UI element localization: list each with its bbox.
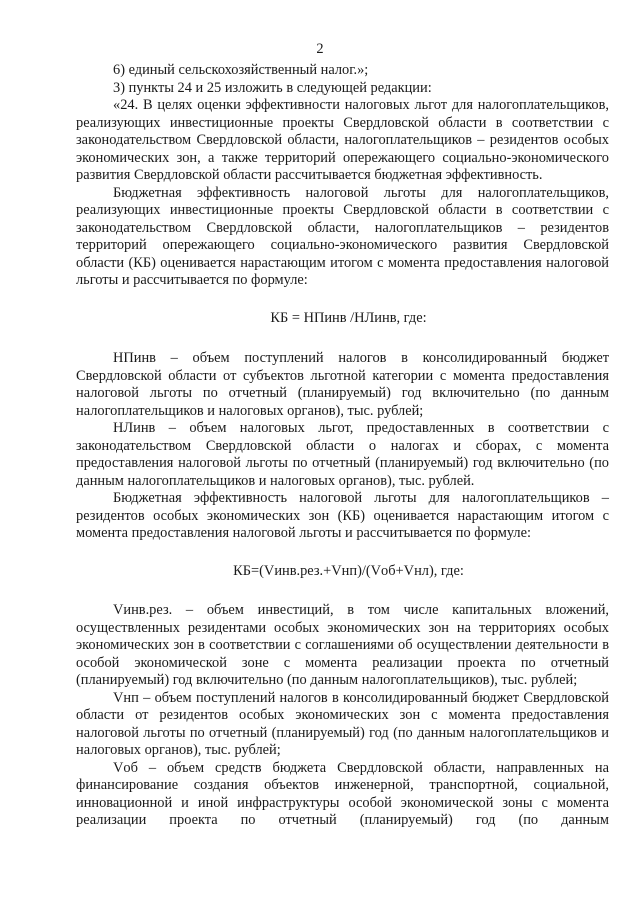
definition-nlinv: НЛинв – объем налоговых льгот, предоставленных в соответствии с законодательством Свердловской области о налогах и сборах, с момента предоставления налоговой льготы по отчетный (планируемый) год включительно (по данным налогоплательщиков и налоговых органов), тыс. рублей. <box>76 420 609 489</box>
definition-vnp: Vнп – объем поступлений налогов в консолидированный бюджет Свердловской области от резидентов особых экономических зон с момента предоставления налоговой льготы по отчетный (планируемый) год (по данным налогоплательщиков и налоговых органов), тыс. рублей; <box>76 689 609 758</box>
item-3-line: 3) пункты 24 и 25 изложить в следующей редакции: <box>113 79 432 96</box>
document-body <box>76 62 609 830</box>
definition-npinv: НПинв – объем поступлений налогов в консолидированный бюджет Свердловской области от субъектов льготной категории с момента предоставления налоговой льготы по отчетный (планируемый) год включительно (по данным налогоплательщиков и налоговых органов), тыс. рублей; <box>76 350 609 419</box>
paragraph-budget-efficiency-sez: Бюджетная эффективность налоговой льготы для налогоплательщиков – резидентов особых экономических зон (КБ) оценивается нарастающим итогом с момента предоставления налоговой льготы и рассчитывается по формуле: <box>76 490 609 541</box>
formula-kb-sez: КБ=(Vинв.рез.+Vнп)/(Vоб+Vнл), где: <box>233 562 464 579</box>
item-6-line: 6) единый сельскохозяйственный налог.»; <box>113 62 369 78</box>
definition-vinv-rez: Vинв.рез. – объем инвестиций, в том числе капитальных вложений, осуществленных резидентами особых экономических зон на территориях особых экономических зон в соответствии с соглашениями об осуществлении деятельности в особой экономической зоне с момента реализации проекта по отчетный (планируемый) год включительно (по данным налогоплательщиков), тыс. рублей; <box>76 602 609 688</box>
paragraph-budget-efficiency-investors: Бюджетная эффективность налоговой льготы для налогоплательщиков, реализующих инвестиционные проекты Свердловской области в соответствии с законодательством Свердловской области, налогоплательщиков – резидентов территорий опережающего социально-экономического развития Свердловской области (КБ) оценивается нарастающим итогом с момента предоставления налоговой льготы и рассчитывается по формуле: <box>76 184 609 288</box>
definition-vob: Vоб – объем средств бюджета Свердловской области, направленных на финансирование создания объектов инженерной, транспортной, социальной, инновационной и иной инфраструктуры особой экономической зоны с момента реализации проекта по отчетный (планируемый) год (по данным <box>76 759 609 828</box>
page-number: 2 <box>316 41 324 57</box>
paragraph-24: «24. В целях оценки эффективности налоговых льгот для налогоплательщиков, реализующих инвестиционные проекты Свердловской области в соответствии с законодательством Свердловской области, налогоплательщиков – резидентов особых экономических зон, а также территорий опережающего социально-экономического развития Свердловской области рассчитывается бюджетная эффективность. <box>76 97 609 183</box>
formula-kb-investors: КБ = НПинв /НЛинв, где: <box>270 309 427 326</box>
